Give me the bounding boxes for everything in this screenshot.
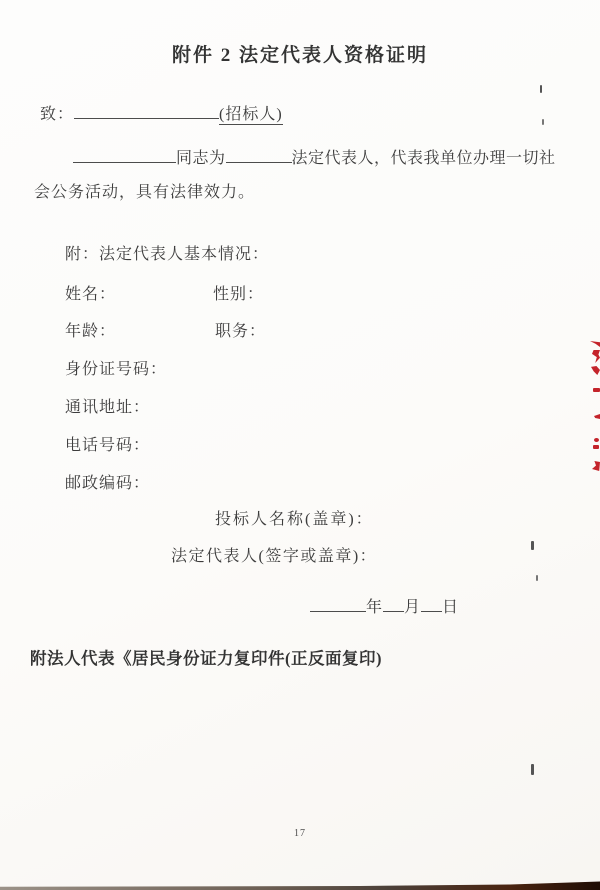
binding-mark	[542, 119, 544, 125]
postal-code-field-label: 邮政编码：	[65, 475, 151, 492]
day-blank-field	[421, 596, 442, 612]
attachment-heading: 附：法定代表人基本情况：	[65, 246, 270, 263]
page-edge-shadow	[0, 880, 600, 890]
salutation-line	[40, 101, 283, 124]
month-label: 月	[404, 599, 422, 616]
company-blank-field	[226, 147, 292, 163]
binding-mark	[531, 541, 534, 550]
month-blank-field	[383, 596, 404, 612]
id-number-field-label: 身份证号码：	[65, 361, 168, 378]
red-stamp-fragment	[590, 341, 600, 347]
statement-tail: 法定代表人，代表我单位办理一切社	[291, 150, 556, 167]
footer-attachment-note: 附法人代表《居民身份证力复印件(正反面复印)	[30, 649, 382, 668]
phone-field-label: 电话号码：	[65, 437, 151, 454]
red-stamp-fragment	[592, 461, 600, 471]
red-stamp-fragment	[594, 414, 600, 419]
statement-line-2: 会公务活动，具有法律效力。	[34, 184, 256, 201]
gender-field-label: 性别：	[213, 286, 265, 303]
red-stamp-fragment	[593, 388, 600, 392]
rep-name-blank-field	[73, 147, 176, 163]
binding-mark	[536, 575, 538, 581]
age-field-label: 年龄：	[65, 323, 117, 340]
address-field-label: 通讯地址：	[65, 399, 151, 416]
binding-mark	[531, 764, 534, 775]
day-label: 日	[442, 599, 460, 616]
red-stamp-fragment	[593, 445, 599, 449]
statement-mid: 同志为	[176, 150, 226, 167]
red-stamp-fragment	[594, 438, 599, 442]
binding-mark	[540, 85, 542, 93]
bidder-name-seal-label: 投标人名称(盖章)：	[215, 511, 374, 528]
year-label: 年	[366, 599, 384, 616]
salutation-label: 致：	[40, 106, 75, 123]
recipient-hint: (招标人)	[219, 106, 283, 123]
job-title-field-label: 职务：	[215, 323, 267, 340]
page-number: 17	[294, 828, 306, 839]
red-stamp-fragment	[592, 350, 600, 363]
document-title: 附件 2 法定代表人资格证明	[171, 45, 428, 66]
date-line	[310, 594, 459, 617]
name-field-label: 姓名：	[65, 286, 117, 303]
statement-line-1	[73, 145, 556, 168]
year-blank-field	[310, 596, 366, 612]
legal-rep-signature-label: 法定代表人(签字或盖章)：	[171, 548, 378, 565]
recipient-blank-field	[74, 103, 219, 119]
red-stamp-fragment	[591, 366, 600, 375]
